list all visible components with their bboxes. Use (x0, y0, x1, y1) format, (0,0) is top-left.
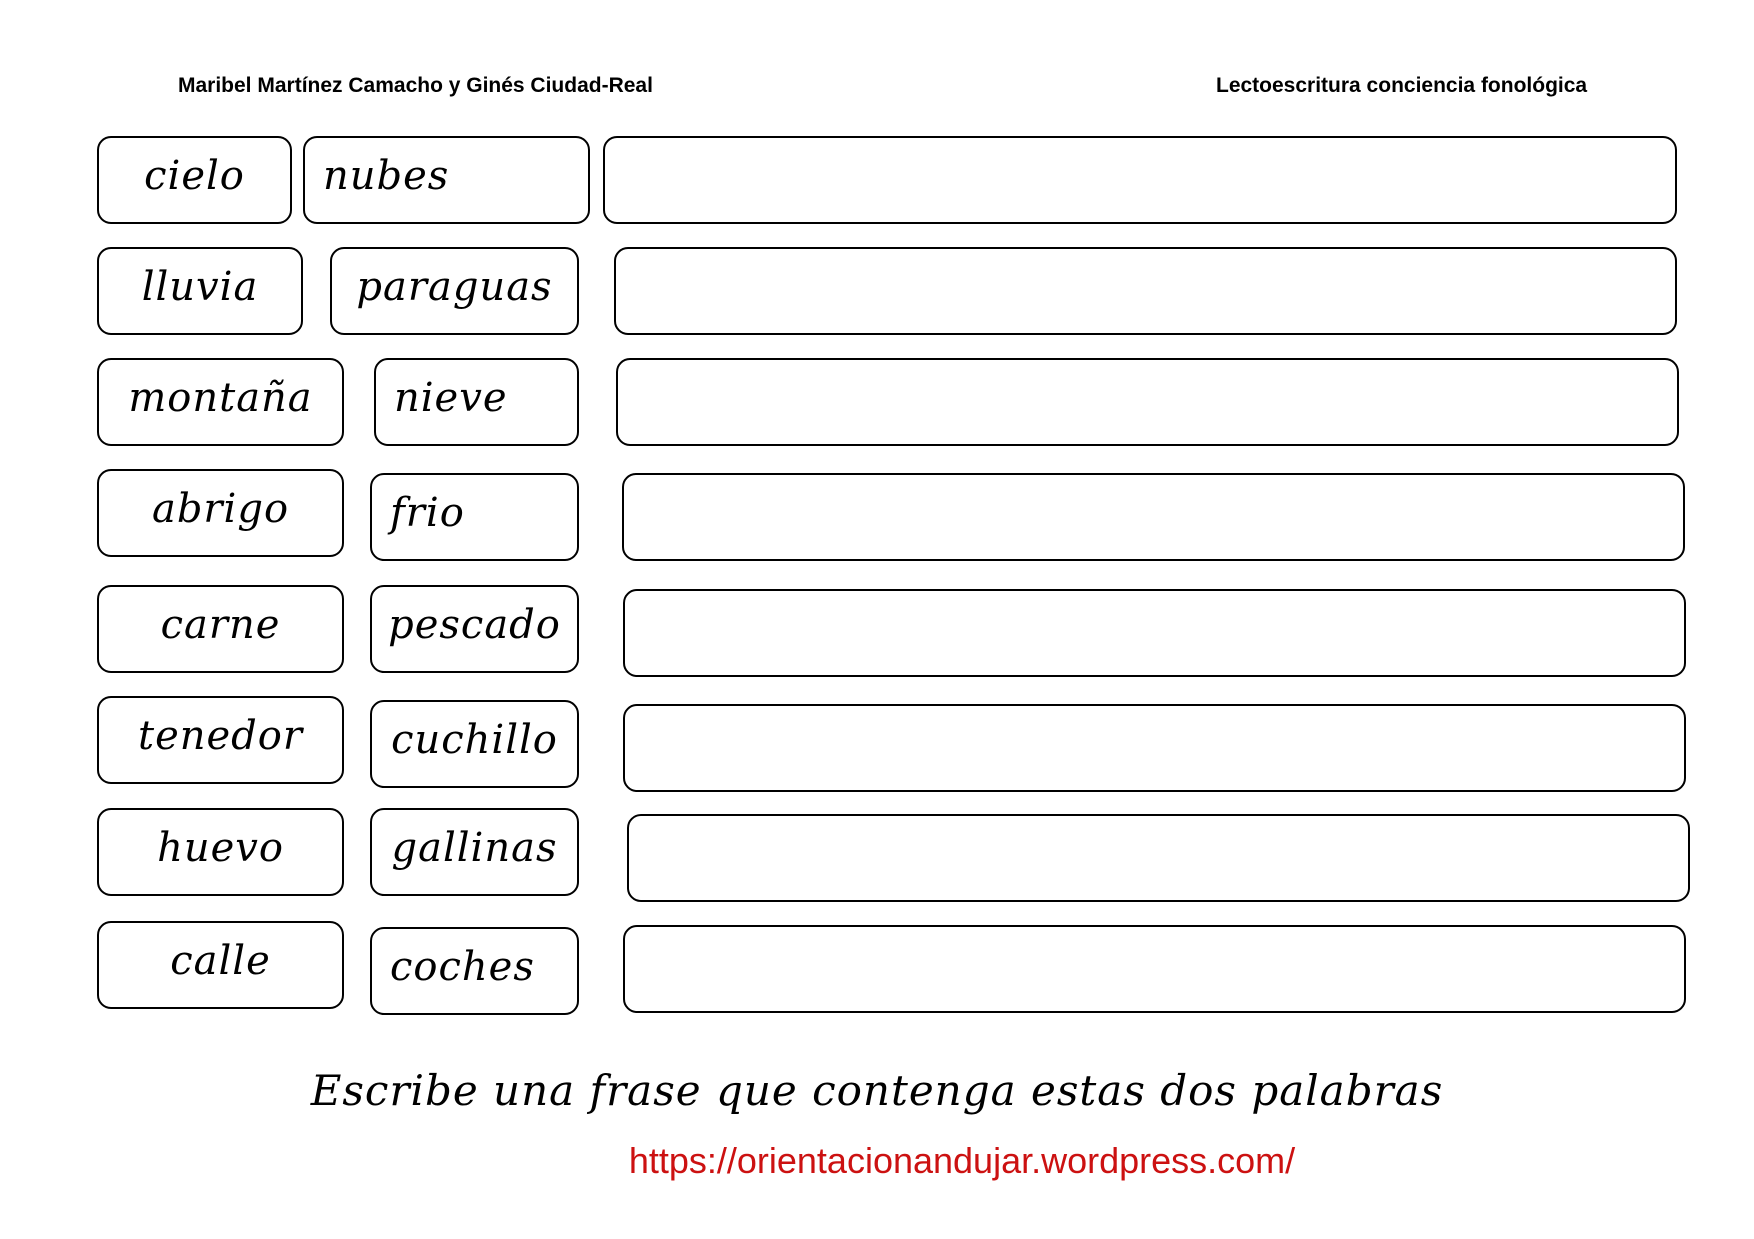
header-authors: Maribel Martínez Camacho y Ginés Ciudad-Real (178, 74, 653, 97)
word-box-1a: cielo (97, 136, 292, 224)
word-box-3a: montaña (97, 358, 344, 446)
sentence-box-8[interactable] (623, 925, 1686, 1013)
sentence-box-6[interactable] (623, 704, 1686, 792)
instruction-text: Escribe una frase que contenga estas dos palabras (310, 1066, 1444, 1115)
footer-link[interactable]: https://orientacionandujar.wordpress.com/ (628, 1140, 1296, 1181)
word-box-2b: paraguas (330, 247, 579, 335)
sentence-box-7[interactable] (627, 814, 1690, 902)
sentence-box-2[interactable] (614, 247, 1677, 335)
word-box-7b: gallinas (370, 808, 579, 896)
word-box-4a: abrigo (97, 469, 344, 557)
header-subject: Lectoescritura conciencia fonológica (1216, 74, 1588, 97)
sentence-box-5[interactable] (623, 589, 1686, 677)
word-box-5b: pescado (370, 585, 579, 673)
word-box-8b: coches (370, 927, 579, 1015)
word-box-6b: cuchillo (370, 700, 579, 788)
word-box-1b: nubes (303, 136, 590, 224)
word-box-5a: carne (97, 585, 344, 673)
word-box-8a: calle (97, 921, 344, 1009)
word-box-7a: huevo (97, 808, 344, 896)
word-box-4b: frio (370, 473, 579, 561)
word-box-2a: lluvia (97, 247, 303, 335)
sentence-box-4[interactable] (622, 473, 1685, 561)
sentence-box-1[interactable] (603, 136, 1677, 224)
word-box-3b: nieve (374, 358, 579, 446)
sentence-box-3[interactable] (616, 358, 1679, 446)
word-box-6a: tenedor (97, 696, 344, 784)
